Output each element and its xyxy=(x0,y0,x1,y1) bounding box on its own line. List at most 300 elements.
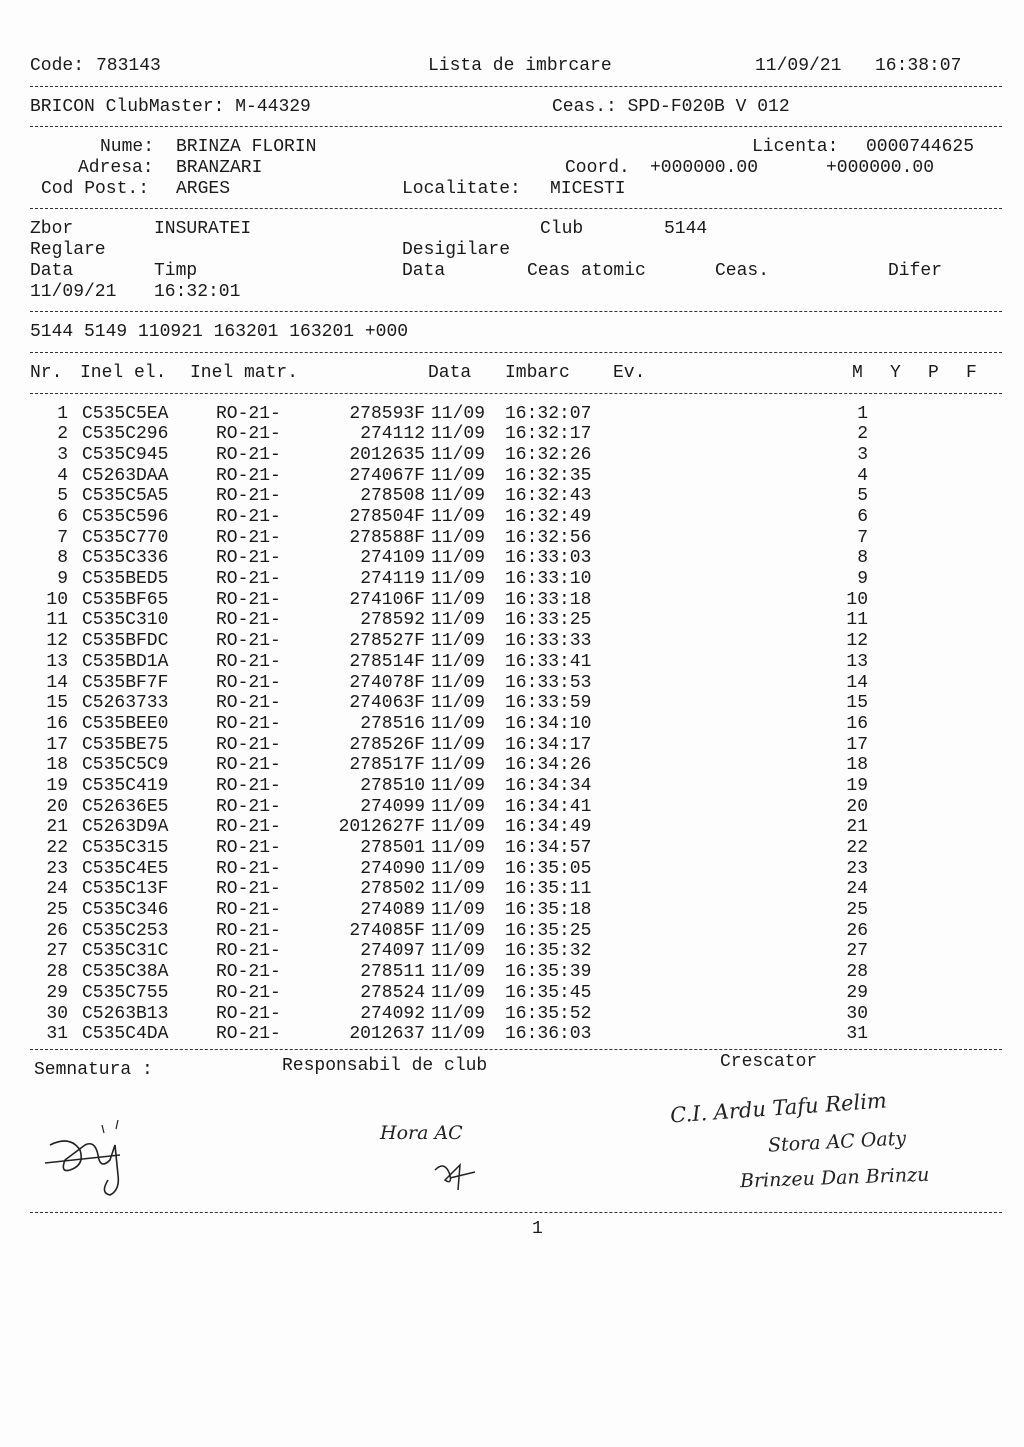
row-date: 11/09 xyxy=(431,569,486,590)
row-ring-prefix: RO-21- xyxy=(216,527,281,548)
row-inel-el: C535BED5 xyxy=(82,569,169,590)
row-ring-prefix: RO-21- xyxy=(216,651,281,672)
row-time: 16:33:25 xyxy=(505,610,592,631)
club-value: 5144 xyxy=(664,219,708,240)
row-time: 16:33:33 xyxy=(505,631,592,652)
row-m: 29 xyxy=(846,982,868,1003)
row-time: 16:32:07 xyxy=(505,403,592,424)
row-ring-prefix: RO-21- xyxy=(216,920,281,941)
row-nr: 13 xyxy=(46,651,68,672)
table-row xyxy=(30,404,1002,425)
row-nr: 21 xyxy=(46,817,68,838)
clubmaster-info: BRICON ClubMaster: M-44329 xyxy=(30,96,311,117)
row-ring-prefix: RO-21- xyxy=(216,693,281,714)
row-ring-prefix: RO-21- xyxy=(216,775,281,796)
row-ring-number: 2012627F xyxy=(338,817,425,838)
row-ring-number: 278524 xyxy=(360,982,425,1003)
row-m: 8 xyxy=(857,548,868,569)
row-ring-prefix: RO-21- xyxy=(216,631,281,652)
row-time: 16:32:56 xyxy=(505,527,592,548)
row-m: 10 xyxy=(846,589,868,610)
row-nr: 6 xyxy=(57,507,68,527)
nume-value: BRINZA FLORIN xyxy=(176,137,317,158)
responsabil-signature-scribble xyxy=(430,1150,480,1200)
col-inel-matr: Inel matr. xyxy=(190,362,299,383)
row-ring-prefix: RO-21- xyxy=(216,403,281,424)
owner-line-2 xyxy=(30,158,1002,179)
row-ring-number: 2012637 xyxy=(349,1024,425,1045)
row-ring-number: 274090 xyxy=(360,858,425,879)
row-time: 16:34:41 xyxy=(505,796,592,817)
responsabil-label: Responsabil de club xyxy=(282,1055,488,1076)
row-nr: 26 xyxy=(46,920,68,941)
row-ring-number: 274099 xyxy=(360,796,425,817)
row-time: 16:34:26 xyxy=(505,755,592,776)
row-nr: 27 xyxy=(46,941,68,962)
row-time: 16:35:05 xyxy=(505,858,592,879)
document-title: Lista de imbrcare xyxy=(428,56,612,76)
row-inel-el: C535C253 xyxy=(82,920,169,941)
row-m: 15 xyxy=(846,693,868,714)
row-inel-el: C535BF7F xyxy=(82,672,169,693)
row-ring-number: 278526F xyxy=(349,734,425,755)
code-line-text: 5144 5149 110921 163201 163201 +000 xyxy=(30,322,409,343)
difer-label: Difer xyxy=(888,260,943,281)
divider xyxy=(30,393,1002,394)
row-ring-prefix: RO-21- xyxy=(216,444,281,465)
col-f: F xyxy=(966,362,977,383)
nume-label: Nume: xyxy=(100,137,155,158)
row-m: 5 xyxy=(857,486,868,507)
handwritten-crescator-2: Stora AC Oaty xyxy=(767,1127,907,1157)
row-time: 16:35:25 xyxy=(505,920,592,941)
row-m: 27 xyxy=(846,941,868,962)
row-ring-prefix: RO-21- xyxy=(216,900,281,921)
row-date: 11/09 xyxy=(431,424,486,445)
row-date: 11/09 xyxy=(431,651,486,672)
col-p: P xyxy=(928,362,939,383)
row-ring-number: 274092 xyxy=(360,1003,425,1024)
row-m: 12 xyxy=(846,631,868,652)
col-inel-el: Inel el. xyxy=(80,362,167,383)
data2-label: Data xyxy=(402,260,446,281)
row-nr: 31 xyxy=(46,1024,68,1045)
row-ring-number: 278508 xyxy=(360,486,425,507)
row-ring-number: 274097 xyxy=(360,941,425,962)
flight-line-2 xyxy=(30,240,1002,261)
adresa-label: Adresa: xyxy=(78,158,154,179)
row-time: 16:33:18 xyxy=(505,589,592,610)
row-nr: 18 xyxy=(46,755,68,776)
club-label: Club xyxy=(540,219,584,240)
row-ring-prefix: RO-21- xyxy=(216,486,281,507)
row-ring-number: 274067F xyxy=(349,465,425,486)
row-ring-prefix: RO-21- xyxy=(216,982,281,1003)
row-m: 11 xyxy=(846,610,868,631)
codpost-label: Cod Post.: xyxy=(41,178,150,199)
table-row xyxy=(30,673,1002,694)
semnatura-label: Semnatura : xyxy=(34,1059,153,1080)
row-m: 20 xyxy=(846,796,868,817)
row-ring-number: 278516 xyxy=(360,713,425,734)
row-inel-el: C5263B13 xyxy=(82,1003,169,1024)
row-time: 16:35:45 xyxy=(505,982,592,1003)
row-nr: 16 xyxy=(46,713,68,734)
table-row xyxy=(30,590,1002,611)
table-row xyxy=(30,962,1002,983)
row-ring-prefix: RO-21- xyxy=(216,672,281,693)
desigilare-label: Desigilare xyxy=(402,240,511,261)
row-m: 31 xyxy=(846,1024,868,1045)
row-m: 24 xyxy=(846,879,868,900)
divider xyxy=(30,1212,1002,1213)
row-ring-number: 278514F xyxy=(349,651,425,672)
flight-line-1 xyxy=(30,219,1002,240)
data-label: Data xyxy=(30,260,74,281)
row-nr: 2 xyxy=(57,424,68,445)
document-page xyxy=(30,56,1002,1080)
table-row xyxy=(30,1024,1002,1045)
row-m: 21 xyxy=(846,817,868,838)
signature-scribble xyxy=(40,1115,140,1205)
row-ring-number: 274078F xyxy=(349,672,425,693)
col-data: Data xyxy=(428,362,472,383)
crescator-label: Crescator xyxy=(720,1051,818,1072)
row-ring-prefix: RO-21- xyxy=(216,610,281,631)
table-row xyxy=(30,693,1002,714)
row-nr: 11 xyxy=(46,610,68,631)
row-nr: 28 xyxy=(46,962,68,983)
table-row xyxy=(30,424,1002,445)
row-time: 16:35:39 xyxy=(505,962,592,983)
row-inel-el: C535BF65 xyxy=(82,589,169,610)
divider xyxy=(30,126,1002,127)
row-date: 11/09 xyxy=(431,403,486,424)
row-nr: 23 xyxy=(46,858,68,879)
row-m: 28 xyxy=(846,962,868,983)
row-ring-prefix: RO-21- xyxy=(216,1024,281,1045)
table-row xyxy=(30,776,1002,797)
row-time: 16:34:49 xyxy=(505,817,592,838)
row-time: 16:33:41 xyxy=(505,651,592,672)
row-date: 11/09 xyxy=(431,775,486,796)
row-time: 16:34:34 xyxy=(505,775,592,796)
table-row xyxy=(30,735,1002,756)
table-row xyxy=(30,900,1002,921)
row-nr: 8 xyxy=(57,548,68,569)
row-ring-prefix: RO-21- xyxy=(216,962,281,983)
row-ring-prefix: RO-21- xyxy=(216,1003,281,1024)
row-time: 16:34:10 xyxy=(505,713,592,734)
divider xyxy=(30,311,1002,312)
localitate-label: Localitate: xyxy=(402,178,521,199)
row-inel-el: C535C315 xyxy=(82,838,169,858)
row-time: 16:33:53 xyxy=(505,672,592,693)
table-row xyxy=(30,755,1002,776)
row-m: 16 xyxy=(846,713,868,734)
row-date: 11/09 xyxy=(431,486,486,507)
row-time: 16:32:35 xyxy=(505,465,592,486)
row-inel-el: C535C336 xyxy=(82,548,169,569)
row-time: 16:35:18 xyxy=(505,900,592,921)
row-nr: 15 xyxy=(46,693,68,714)
code-line xyxy=(30,322,1002,343)
row-nr: 24 xyxy=(46,879,68,900)
row-inel-el: C535C5C9 xyxy=(82,755,169,776)
row-m: 13 xyxy=(846,651,868,672)
row-nr: 7 xyxy=(57,527,68,548)
row-ring-number: 278527F xyxy=(349,631,425,652)
coord-x: +000000.00 xyxy=(650,158,759,179)
row-time: 16:35:32 xyxy=(505,941,592,962)
row-inel-el: C535C346 xyxy=(82,900,169,921)
row-ring-number: 278517F xyxy=(349,755,425,776)
table-row xyxy=(30,528,1002,549)
row-inel-el: C535BD1A xyxy=(82,651,169,672)
row-ring-prefix: RO-21- xyxy=(216,465,281,486)
table-row xyxy=(30,838,1002,859)
row-m: 19 xyxy=(846,775,868,796)
reglare-timp: 16:32:01 xyxy=(154,281,241,302)
row-m: 26 xyxy=(846,920,868,941)
col-y: Y xyxy=(890,362,901,383)
row-ring-prefix: RO-21- xyxy=(216,589,281,610)
table-row xyxy=(30,859,1002,880)
handwritten-crescator-1: C.I. Ardu Tafu Relim xyxy=(669,1088,888,1128)
row-nr: 22 xyxy=(46,838,68,858)
row-m: 9 xyxy=(857,569,868,590)
divider xyxy=(30,86,1002,87)
row-m: 2 xyxy=(857,424,868,445)
row-inel-el: C5263733 xyxy=(82,693,169,714)
table-row xyxy=(30,610,1002,631)
row-ring-number: 274119 xyxy=(360,569,425,590)
table-row xyxy=(30,1004,1002,1025)
row-nr: 10 xyxy=(46,589,68,610)
row-time: 16:32:49 xyxy=(505,507,592,527)
row-date: 11/09 xyxy=(431,631,486,652)
table-row xyxy=(30,631,1002,652)
row-ring-prefix: RO-21- xyxy=(216,941,281,962)
coord-label: Coord. xyxy=(565,158,630,179)
row-date: 11/09 xyxy=(431,920,486,941)
row-ring-number: 274112 xyxy=(360,424,425,445)
header-date: 11/09/21 xyxy=(755,56,842,76)
row-inel-el: C535C755 xyxy=(82,982,169,1003)
row-time: 16:32:43 xyxy=(505,486,592,507)
row-m: 3 xyxy=(857,444,868,465)
row-ring-prefix: RO-21- xyxy=(216,858,281,879)
table-row xyxy=(30,921,1002,942)
adresa-value: BRANZARI xyxy=(176,158,263,179)
timp-label: Timp xyxy=(154,260,198,281)
row-ring-prefix: RO-21- xyxy=(216,838,281,858)
row-inel-el: C535C945 xyxy=(82,444,169,465)
row-inel-el: C535C5EA xyxy=(82,403,169,424)
table-row xyxy=(30,466,1002,487)
row-date: 11/09 xyxy=(431,1024,486,1045)
row-ring-number: 278511 xyxy=(360,962,425,983)
row-date: 11/09 xyxy=(431,672,486,693)
row-date: 11/09 xyxy=(431,610,486,631)
row-nr: 30 xyxy=(46,1003,68,1024)
row-time: 16:34:17 xyxy=(505,734,592,755)
row-m: 23 xyxy=(846,858,868,879)
row-ring-number: 274085F xyxy=(349,920,425,941)
row-date: 11/09 xyxy=(431,755,486,776)
divider xyxy=(30,352,1002,353)
table-row xyxy=(30,652,1002,673)
table-row xyxy=(30,569,1002,590)
row-ring-number: 2012635 xyxy=(349,444,425,465)
owner-line-1 xyxy=(30,137,1002,158)
row-m: 30 xyxy=(846,1003,868,1024)
ceas-info: Ceas.: SPD-F020B V 012 xyxy=(552,96,790,117)
reglare-label: Reglare xyxy=(30,240,106,261)
row-inel-el: C535C310 xyxy=(82,610,169,631)
table-row xyxy=(30,548,1002,569)
row-nr: 3 xyxy=(57,444,68,465)
row-date: 11/09 xyxy=(431,693,486,714)
row-m: 25 xyxy=(846,900,868,921)
row-time: 16:33:03 xyxy=(505,548,592,569)
divider xyxy=(30,1049,1002,1050)
row-nr: 19 xyxy=(46,775,68,796)
row-date: 11/09 xyxy=(431,734,486,755)
row-inel-el: C535C296 xyxy=(82,424,169,445)
row-date: 11/09 xyxy=(431,941,486,962)
row-ring-prefix: RO-21- xyxy=(216,796,281,817)
row-date: 11/09 xyxy=(431,548,486,569)
row-inel-el: C5263D9A xyxy=(82,817,169,838)
row-m: 1 xyxy=(857,403,868,424)
signature-labels xyxy=(30,1051,1002,1080)
row-m: 7 xyxy=(857,527,868,548)
row-ring-number: 278510 xyxy=(360,775,425,796)
row-ring-prefix: RO-21- xyxy=(216,817,281,838)
codpost-value: ARGES xyxy=(176,178,231,199)
row-inel-el: C535BFDC xyxy=(82,631,169,652)
row-m: 22 xyxy=(846,838,868,858)
row-inel-el: C535BEE0 xyxy=(82,713,169,734)
row-time: 16:34:57 xyxy=(505,838,592,858)
row-ring-prefix: RO-21- xyxy=(216,548,281,569)
col-m: M xyxy=(852,362,863,383)
flight-line-4 xyxy=(30,282,1002,303)
row-ring-prefix: RO-21- xyxy=(216,424,281,445)
row-ring-prefix: RO-21- xyxy=(216,507,281,527)
code-label: Code: xyxy=(30,56,85,76)
table-header xyxy=(30,363,1002,384)
owner-line-3 xyxy=(30,179,1002,200)
row-nr: 17 xyxy=(46,734,68,755)
row-inel-el: C535C4E5 xyxy=(82,858,169,879)
table-row xyxy=(30,714,1002,735)
handwritten-responsabil: Hora AC xyxy=(380,1122,463,1144)
table-row xyxy=(30,486,1002,507)
row-nr: 29 xyxy=(46,982,68,1003)
row-time: 16:32:17 xyxy=(505,424,592,445)
row-time: 16:36:03 xyxy=(505,1024,592,1045)
row-ring-prefix: RO-21- xyxy=(216,755,281,776)
ceas-label: Ceas. xyxy=(715,260,770,281)
row-date: 11/09 xyxy=(431,900,486,921)
row-inel-el: C535C31C xyxy=(82,941,169,962)
row-date: 11/09 xyxy=(431,796,486,817)
row-date: 11/09 xyxy=(431,817,486,838)
row-date: 11/09 xyxy=(431,465,486,486)
localitate-value: MICESTI xyxy=(550,178,626,199)
table-row xyxy=(30,941,1002,962)
row-ring-prefix: RO-21- xyxy=(216,734,281,755)
row-m: 6 xyxy=(857,507,868,527)
row-time: 16:35:52 xyxy=(505,1003,592,1024)
row-inel-el: C535C4DA xyxy=(82,1024,169,1045)
zbor-label: Zbor xyxy=(30,219,74,240)
row-date: 11/09 xyxy=(431,962,486,983)
row-ring-number: 278504F xyxy=(349,507,425,527)
row-time: 16:33:10 xyxy=(505,569,592,590)
row-date: 11/09 xyxy=(431,527,486,548)
table-row xyxy=(30,817,1002,838)
row-nr: 12 xyxy=(46,631,68,652)
header-time: 16:38:07 xyxy=(875,56,962,76)
ceas-atomic-label: Ceas atomic xyxy=(527,260,646,281)
row-ring-prefix: RO-21- xyxy=(216,879,281,900)
col-ev: Ev. xyxy=(613,362,646,383)
row-nr: 14 xyxy=(46,672,68,693)
reglare-data: 11/09/21 xyxy=(30,281,117,302)
row-ring-number: 278592 xyxy=(360,610,425,631)
row-inel-el: C535C5A5 xyxy=(82,486,169,507)
row-m: 14 xyxy=(846,672,868,693)
row-nr: 4 xyxy=(57,465,68,486)
row-ring-number: 278502 xyxy=(360,879,425,900)
col-imbarc: Imbarc xyxy=(505,362,570,383)
row-date: 11/09 xyxy=(431,507,486,527)
table-row xyxy=(30,797,1002,818)
row-m: 17 xyxy=(846,734,868,755)
table-row xyxy=(30,507,1002,528)
row-date: 11/09 xyxy=(431,713,486,734)
row-ring-number: 278501 xyxy=(360,838,425,858)
row-ring-prefix: RO-21- xyxy=(216,713,281,734)
row-nr: 20 xyxy=(46,796,68,817)
row-date: 11/09 xyxy=(431,444,486,465)
row-inel-el: C535C38A xyxy=(82,962,169,983)
flight-line-3 xyxy=(30,261,1002,282)
code-value: 783143 xyxy=(96,56,161,76)
header-line xyxy=(30,56,1002,77)
table-row xyxy=(30,879,1002,900)
row-date: 11/09 xyxy=(431,838,486,858)
row-inel-el: C535C770 xyxy=(82,527,169,548)
row-ring-prefix: RO-21- xyxy=(216,569,281,590)
row-inel-el: C535BE75 xyxy=(82,734,169,755)
row-ring-number: 274106F xyxy=(349,589,425,610)
coord-y: +000000.00 xyxy=(826,158,935,179)
licenta-value: 0000744625 xyxy=(866,137,975,158)
row-ring-number: 278588F xyxy=(349,527,425,548)
table-row xyxy=(30,445,1002,466)
row-date: 11/09 xyxy=(431,858,486,879)
divider xyxy=(30,208,1002,209)
row-ring-number: 274089 xyxy=(360,900,425,921)
row-time: 16:33:59 xyxy=(505,693,592,714)
row-date: 11/09 xyxy=(431,879,486,900)
row-ring-number: 274109 xyxy=(360,548,425,569)
licenta-label: Licenta: xyxy=(752,137,839,158)
